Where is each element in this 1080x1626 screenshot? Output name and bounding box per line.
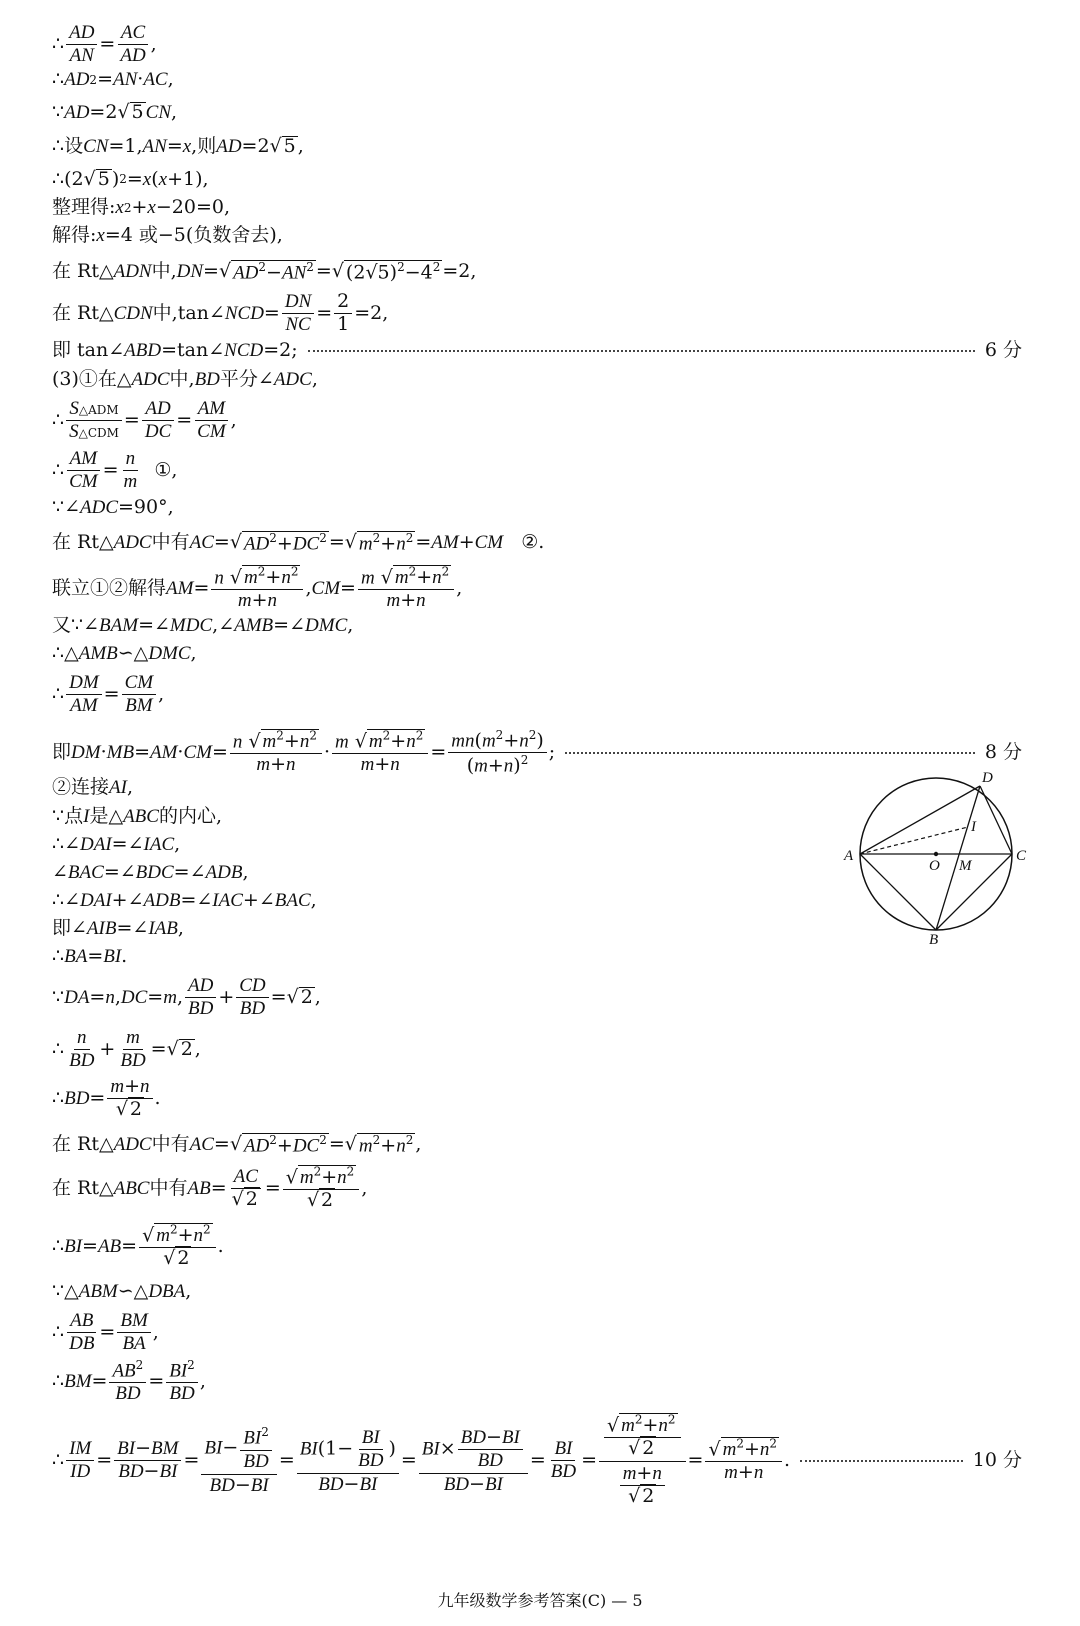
line-3: ∵ AD =2 √ 5 CN ,	[52, 100, 178, 123]
label-d: D	[982, 772, 993, 786]
line-6: 整理得: x 2 + x −20=0,	[52, 196, 230, 218]
line-37: ∴ IM ID = BI−BM BD−BI = BI− $\frac{BI^2}{BD}$ BD−BI = BI(1− $\frac{BI}{BD}$ ) BD−BI = BI× $\frac{BD-BI}{BD}$ BD−BI = BI BD = $\frac{√ m^2+n^2}{√ 2}$ $\frac{m+n}{√ 2}$ = √ $m^2+n^2$ m+n . 10 分	[52, 1413, 1022, 1508]
leader-dots	[565, 752, 975, 754]
line-18: ∴ △ AMB ∽△ DMC ,	[52, 642, 197, 664]
line-24: ∠ BAC =∠ BDC =∠ ADB ,	[52, 861, 249, 883]
score-6: 6 分	[984, 339, 1022, 361]
line-11: (3)①在△ ADC 中, BD 平分∠ ADC ,	[52, 368, 318, 390]
score-8: 8 分	[984, 741, 1022, 764]
line-8: 在 Rt△ ADN 中, DN = √ $AD^2-AN^2$ = √ $(2√5)^2-4^2$ =2,	[52, 259, 477, 284]
line-20: 即 DM · MB = AM · CM = n √ $m^2+n^2$ m+n · m √ $m^2+n^2$ m+n = $mn(m^2+n^2)$ $(m+n)^2$ ; 8 分	[52, 728, 1022, 777]
line-25: ∴ ∠ DAI +∠ ADB =∠ IAC +∠ BAC ,	[52, 889, 317, 911]
label-i: I	[971, 819, 976, 835]
line-14: ∵ ∠ ADC =90°,	[52, 496, 174, 518]
leader-dots	[800, 1460, 963, 1462]
line-35: ∴ AB DB = BM BA ,	[52, 1310, 159, 1354]
line-17: 又 ∵ ∠ BAM =∠ MDC ,∠ AMB =∠ DMC ,	[52, 614, 354, 636]
segment-dc	[980, 786, 1012, 854]
line-34: ∵ △ ABM ∽△ DBA ,	[52, 1280, 192, 1302]
line-10: 即 tan∠ABD=tan∠NCD=2; 6 分	[52, 339, 1022, 361]
line-13: ∴ AM CM = n m ①,	[52, 448, 178, 492]
label-a: A	[844, 848, 854, 864]
line-33: ∴ BI = AB = √ $m^2+n^2$ √ 2 .	[52, 1223, 224, 1270]
label-m: M	[959, 858, 972, 874]
line-9: 在 Rt△ CDN 中,tan∠ NCD = DN NC = 2 1 =2,	[52, 290, 389, 335]
segment-ai-dashed	[860, 827, 968, 854]
segment-ab	[860, 854, 936, 930]
circle-figure	[840, 772, 1040, 952]
label-o: O	[929, 858, 940, 874]
line-21: ②连接 AI ,	[52, 776, 133, 798]
line-2: ∴ AD 2 = AN · AC ,	[52, 68, 174, 90]
line-28: ∵ DA = n , DC = m , AD BD + CD BD = √ 2 ,	[52, 975, 321, 1019]
line-27: ∴ BA = BI .	[52, 945, 128, 967]
page-footer: 九年级数学参考答案(C) — 5	[437, 1591, 643, 1610]
center-dot	[934, 852, 938, 856]
line-23: ∴ ∠ DAI =∠ IAC ,	[52, 833, 181, 855]
line-30: ∴ BD = m+n √ 2 .	[52, 1075, 161, 1120]
line-29: ∴ n BD + m BD = √ 2 ,	[52, 1027, 201, 1071]
line-31: 在 Rt△ ADC 中有 AC = √ $AD^2+DC^2$ = √ $m^2+n^2$ ,	[52, 1132, 422, 1157]
label-c: C	[1016, 848, 1027, 864]
line-7: 解得: x =4 或−5(负数舍去),	[52, 224, 283, 246]
leader-dots	[308, 350, 975, 352]
line-5: ∴ (2 √ 5 ) 2 = x ( x +1),	[52, 167, 209, 190]
line-36: ∴ BM = $AB^2$ BD = $BI^2$ BD ,	[52, 1358, 206, 1405]
line-12: ∴ S△ADM S△CDM = AD DC = AM CM ,	[52, 398, 237, 442]
line-32: 在 Rt△ ABC 中有 AB = AC √ 2 = √ $m^2+n^2$ √ 2 ,	[52, 1165, 368, 1212]
line-4: ∴ 设 CN =1, AN = x ,则 AD =2 √ 5 ,	[52, 134, 304, 157]
label-b: B	[929, 932, 939, 948]
line-22: ∵ 点 I 是△ ABC 的内心,	[52, 805, 222, 827]
line-26: 即∠ AIB =∠ IAB ,	[52, 917, 184, 939]
score-10: 10 分	[972, 1449, 1022, 1472]
line-1: ∴ AD AN = AC AD ,	[52, 22, 157, 66]
line-16: 联立①②解得 AM = n √ $m^2+n^2$ m+n , CM = m √ $m^2+n^2$ m+n ,	[52, 565, 463, 612]
line-15: 在 Rt△ ADC 中有 AC = √ $AD^2+DC^2$ = √ $m^2+n^2$ = AM + CM ②.	[52, 530, 545, 555]
line-19: ∴ DM AM = CM BM ,	[52, 672, 165, 716]
